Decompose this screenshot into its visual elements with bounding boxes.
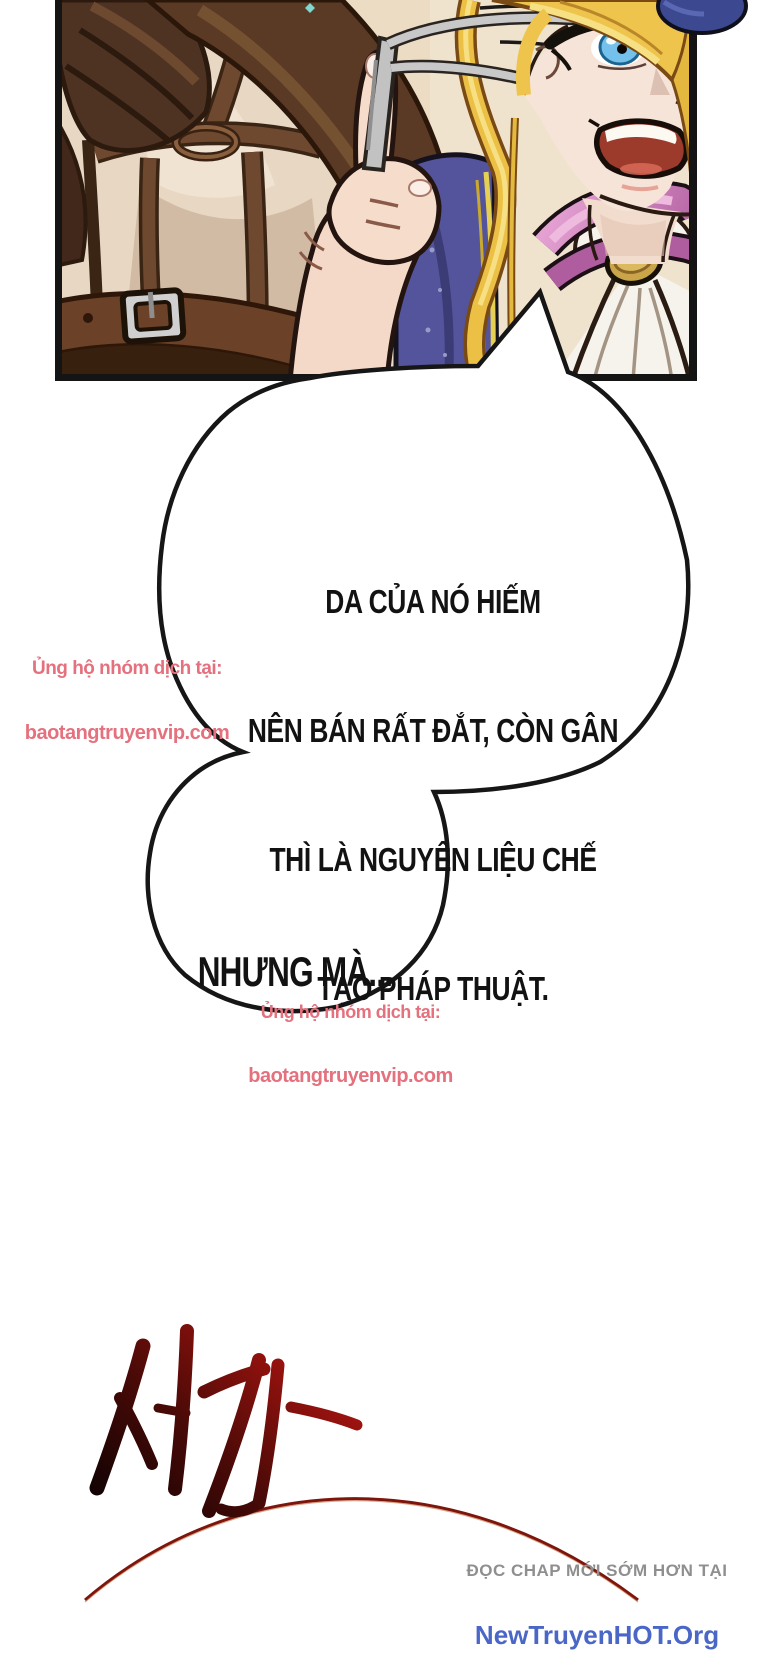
watermark-url: baotangtruyenvip.com	[248, 1065, 453, 1087]
dialogue-line: NÊN BÁN RẤT ĐẮT, CÒN GÂN	[247, 712, 619, 749]
site-credit	[437, 1524, 757, 1670]
translator-watermark	[14, 618, 240, 764]
dialogue-line: NHƯNG MÀ...	[197, 948, 393, 995]
translator-watermark	[243, 962, 458, 1107]
sfx-strokes	[97, 1331, 357, 1512]
dialogue-line: THÌ LÀ NGUYÊN LIỆU CHẾ	[269, 841, 597, 878]
dialogue-line: DA CỦA NÓ HIẾM	[325, 583, 541, 620]
belt-buckle	[122, 290, 183, 342]
dialogue-line: TẠO PHÁP THUẬT.	[317, 970, 549, 1007]
watermark-line: Ủng hộ nhóm dịch tại:	[260, 1002, 441, 1022]
watermark-url: baotangtruyenvip.com	[24, 722, 230, 744]
site-credit-tagline: ĐỌC CHAP MỚI SỚM HƠN TẠI	[466, 1561, 728, 1580]
panel-illustration	[55, 0, 697, 381]
belt-hole	[83, 313, 93, 323]
watermark-line: Ủng hộ nhóm dịch tại:	[31, 658, 223, 679]
site-credit-url: NewTruyenHOT.Org	[474, 1620, 720, 1650]
